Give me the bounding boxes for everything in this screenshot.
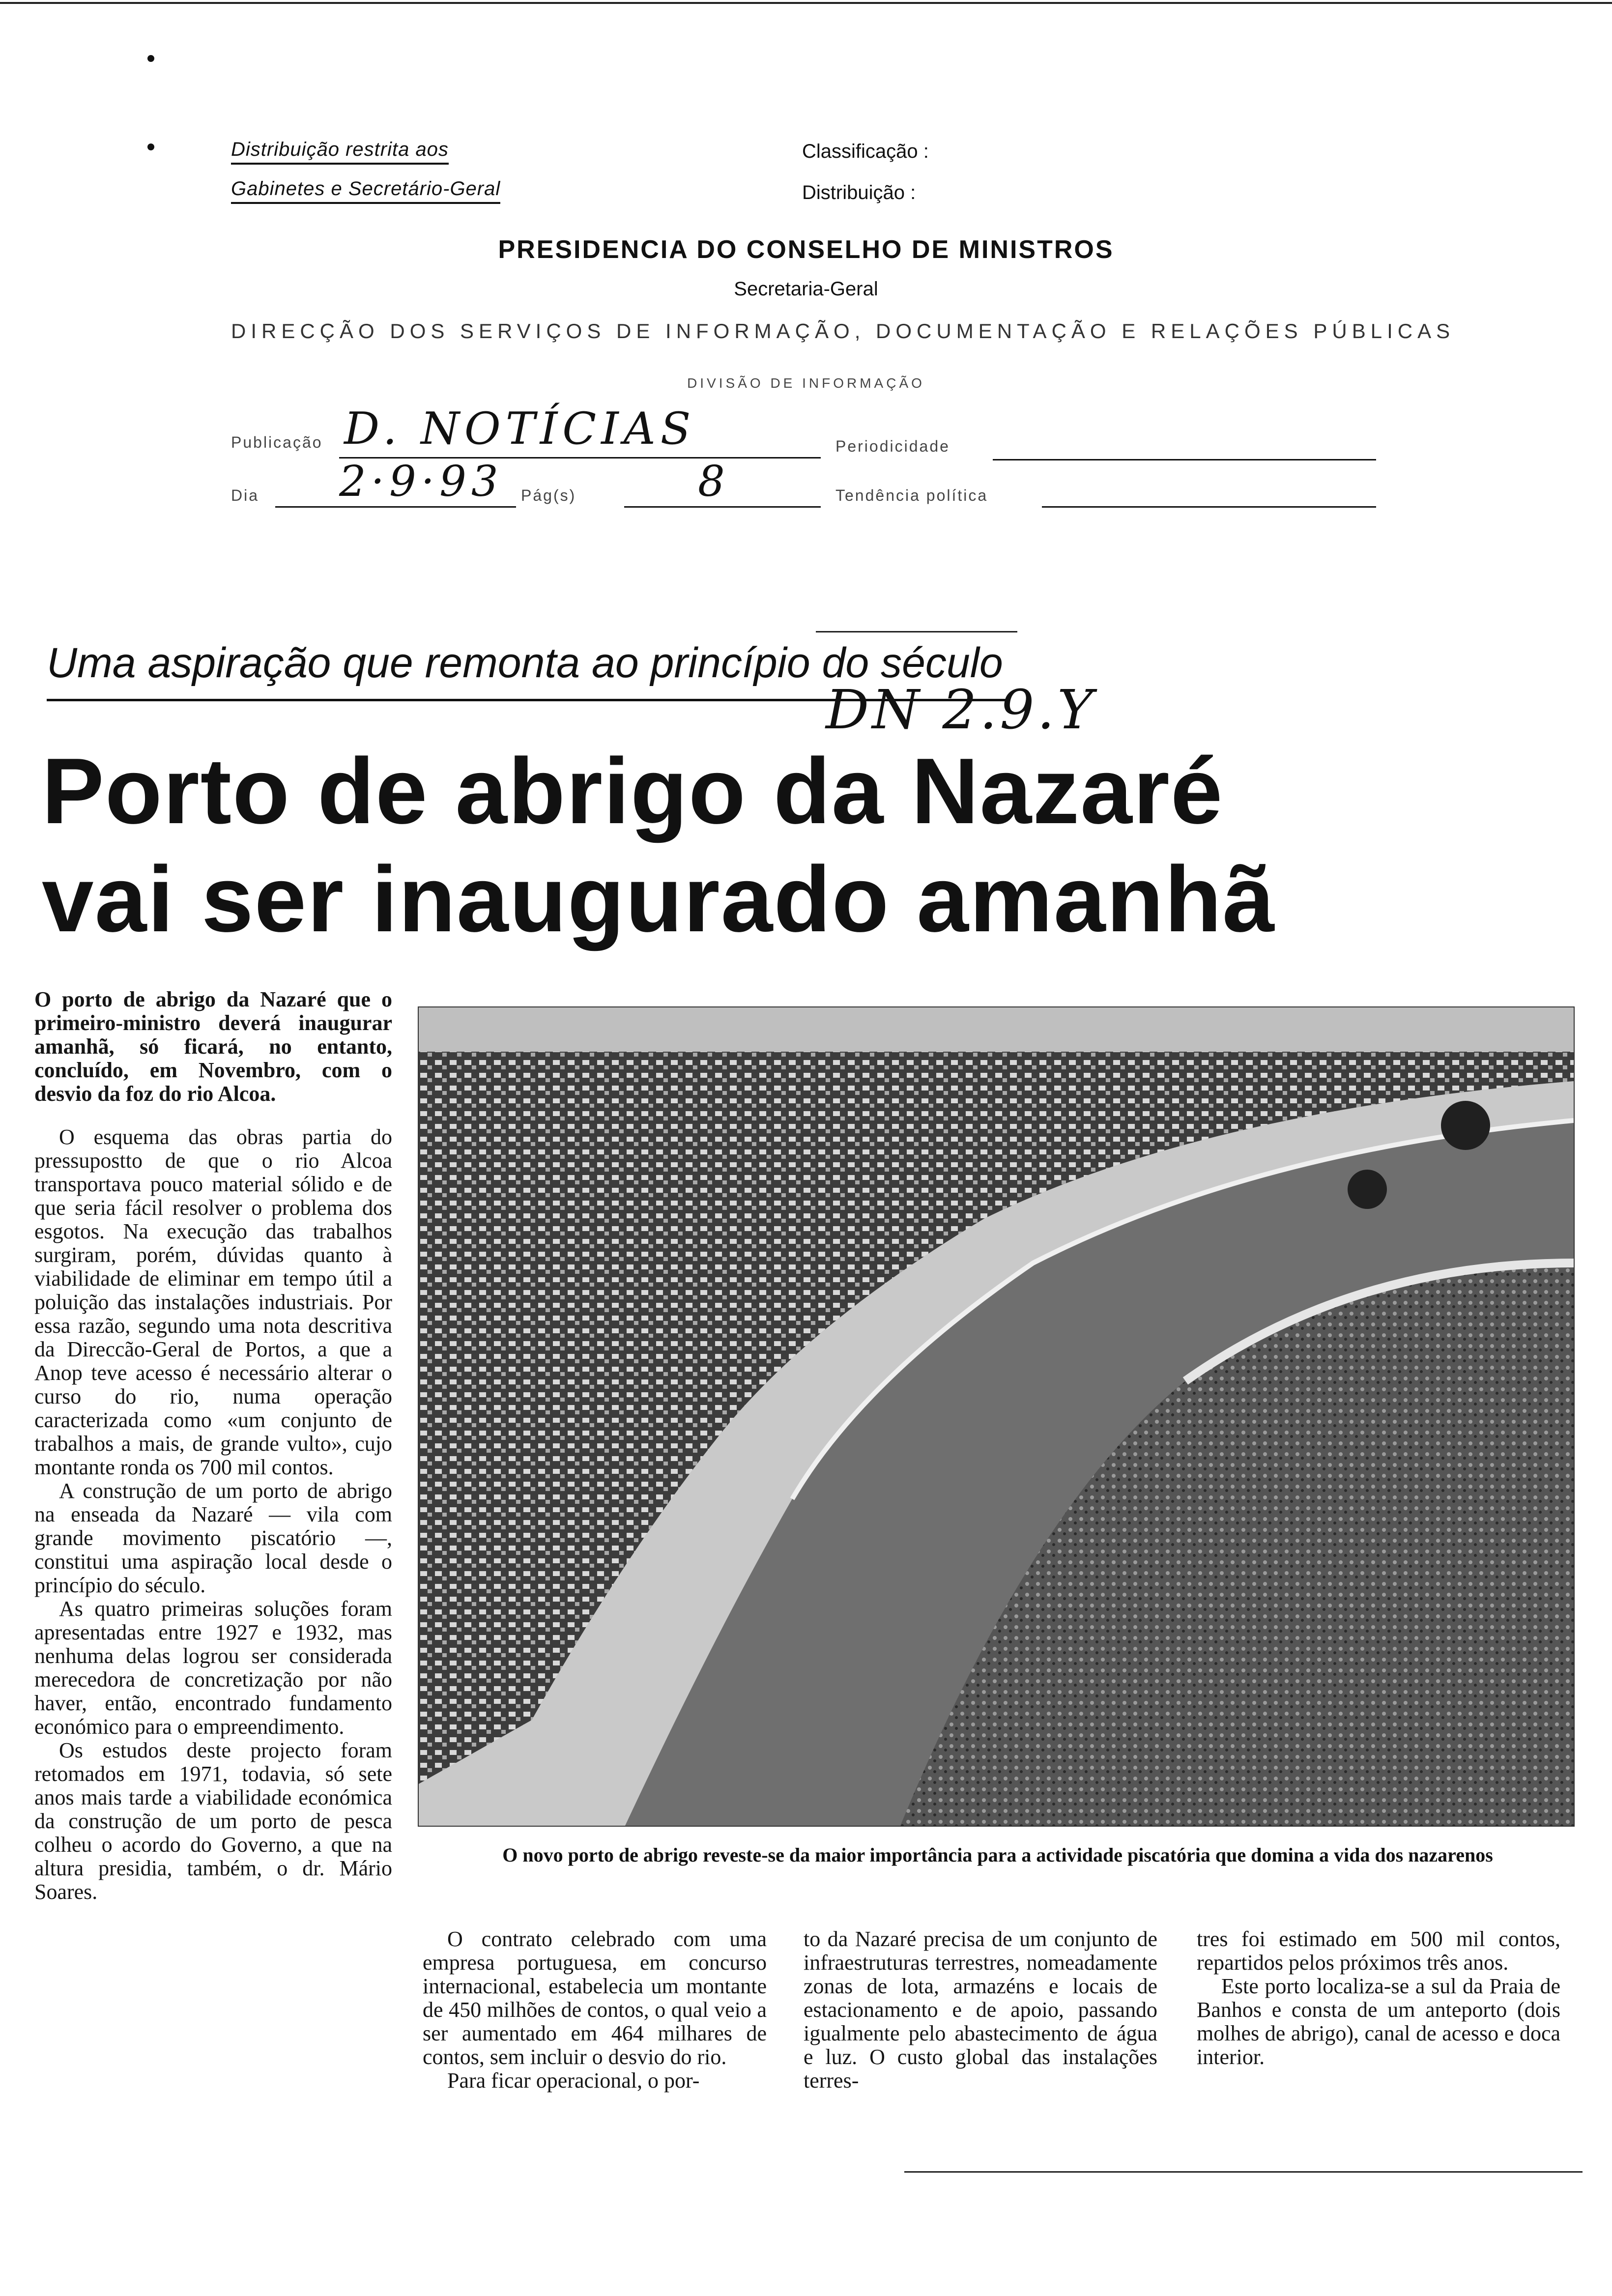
headline-line2: vai ser inaugurado amanhã [42, 847, 1276, 951]
distribution-label: Distribuição : [802, 182, 916, 203]
day-label: Dia [231, 487, 259, 504]
article-end-rule [904, 2171, 1583, 2173]
restricted-distribution-line2: Gabinetes e Secretário-Geral [231, 178, 500, 204]
publication-handwritten: D. NOTÍCIAS [344, 403, 696, 455]
col1-paragraph: Os estudos deste projecto foram retomados em 1971, todavia, só sete anos mais tarde a viabilidade económica da construção de um porto de pesca colheu o acordo do Governo, a que na altura presidia, também, o dr. Mário Soares. [34, 1738, 392, 1904]
col4-paragraph: Este porto localiza-se a sul da Praia de Banhos e consta de um anteporto (dois molhes de abrigo), canal de acesso e doca interior. [1197, 1974, 1560, 2069]
periodicity-line [993, 459, 1376, 460]
col1-paragraph: A construção de um porto de abrigo na enseada da Nazaré — vila com grande movimento piscatório —, constitui uma aspiração local desde o princípio do século. [34, 1479, 392, 1597]
top-border-line [0, 2, 1612, 4]
secretariat-subtitle: Secretaria-Geral [734, 278, 878, 300]
article-photo [418, 1006, 1575, 1827]
article-column-2 [423, 1927, 767, 2093]
kicker-top-rule [816, 631, 1017, 632]
pages-handwritten: 8 [698, 457, 730, 506]
punch-mark [147, 144, 154, 150]
day-handwritten: 2·9·93 [339, 457, 503, 506]
article-column-3 [804, 1927, 1157, 2093]
tendency-label: Tendência política [835, 487, 988, 504]
division-name: DIVISÃO DE INFORMAÇÃO [687, 375, 925, 391]
photo-caption: O novo porto de abrigo reveste-se da maior importância para a actividade piscatória que domina a vida dos nazarenos [502, 1844, 1493, 1866]
col1-paragraph: O esquema das obras partia do pressupostto de que o rio Alcoa transportava pouco material sólido e de que seria fácil resolver o problema dos esgotos. Na execução das trabalhos surgiram, porém, dúvidas quanto à viabilidade de eliminar em tempo útil a poluição das instalações industriais. Por essa razão, segundo uma nota descritiva da Direccão-Geral de Portos, a que a Anop teve acesso é necessário alterar o curso do rio, numa operação caracterizada como «um conjunto de trabalhos a mais, de grande vulto», cujo montante ronda os 700 mil contos. [34, 1125, 392, 1479]
col2-paragraph: O contrato celebrado com uma empresa portuguesa, em concurso internacional, estabelecia um montante de 450 milhões de contos, o qual veio a ser aumentado em 464 milhares de contos, sem incluir o desvio do rio. [423, 1927, 767, 2069]
classification-label: Classificação : [802, 141, 929, 162]
periodicity-label: Periodicidade [835, 437, 950, 455]
col4-paragraph: tres foi estimado em 500 mil contos, repartidos pelos próximos três anos. [1197, 1927, 1560, 1975]
article-column-1 [34, 988, 392, 1904]
col2-paragraph: Para ficar operacional, o por- [447, 2068, 700, 2093]
col1-paragraph: As quatro primeiras soluções foram apresentadas entre 1927 e 1932, mas nenhuma delas logrou ser considerada merecedora de concretização por não haver, então, encontrado fundamento económico para o empreendimento. [34, 1597, 392, 1739]
headline-line1: Porto de abrigo da Nazaré [42, 739, 1224, 843]
institution-title: PRESIDENCIA DO CONSELHO DE MINISTROS [498, 235, 1114, 264]
restricted-distribution-line1: Distribuição restrita aos [231, 139, 449, 165]
article-column-4 [1197, 1927, 1560, 2069]
margin-handwritten-note: DN 2.9.Y [826, 678, 1096, 741]
pages-label: Pág(s) [521, 487, 576, 504]
punch-mark [147, 55, 154, 62]
article-kicker: Uma aspiração que remonta ao princípio do século [47, 639, 1003, 687]
pages-line [624, 506, 821, 508]
day-line [275, 506, 516, 508]
col3-paragraph: to da Nazaré precisa de um conjunto de infraestruturas terrestres, nomeadamente zonas de lota, armazéns e locais de estacionamento e de apoio, passando igualmente pelo abastecimento de água e luz. O custo global das instalações terres- [804, 1927, 1157, 2093]
publication-label: Publicação [231, 433, 323, 451]
article-lead: O porto de abrigo da Nazaré que o primeiro-ministro deverá inaugurar amanhã, só ficará, no entanto, concluído, em Novembro, com o desvio da foz do rio Alcoa. [34, 987, 392, 1106]
directorate-name: DIRECÇÃO DOS SERVIÇOS DE INFORMAÇÃO, DOCUMENTAÇÃO E RELAÇÕES PÚBLICAS [231, 319, 1455, 343]
coastal-aerial-photo-icon [419, 1007, 1574, 1826]
tendency-line [1042, 506, 1376, 508]
